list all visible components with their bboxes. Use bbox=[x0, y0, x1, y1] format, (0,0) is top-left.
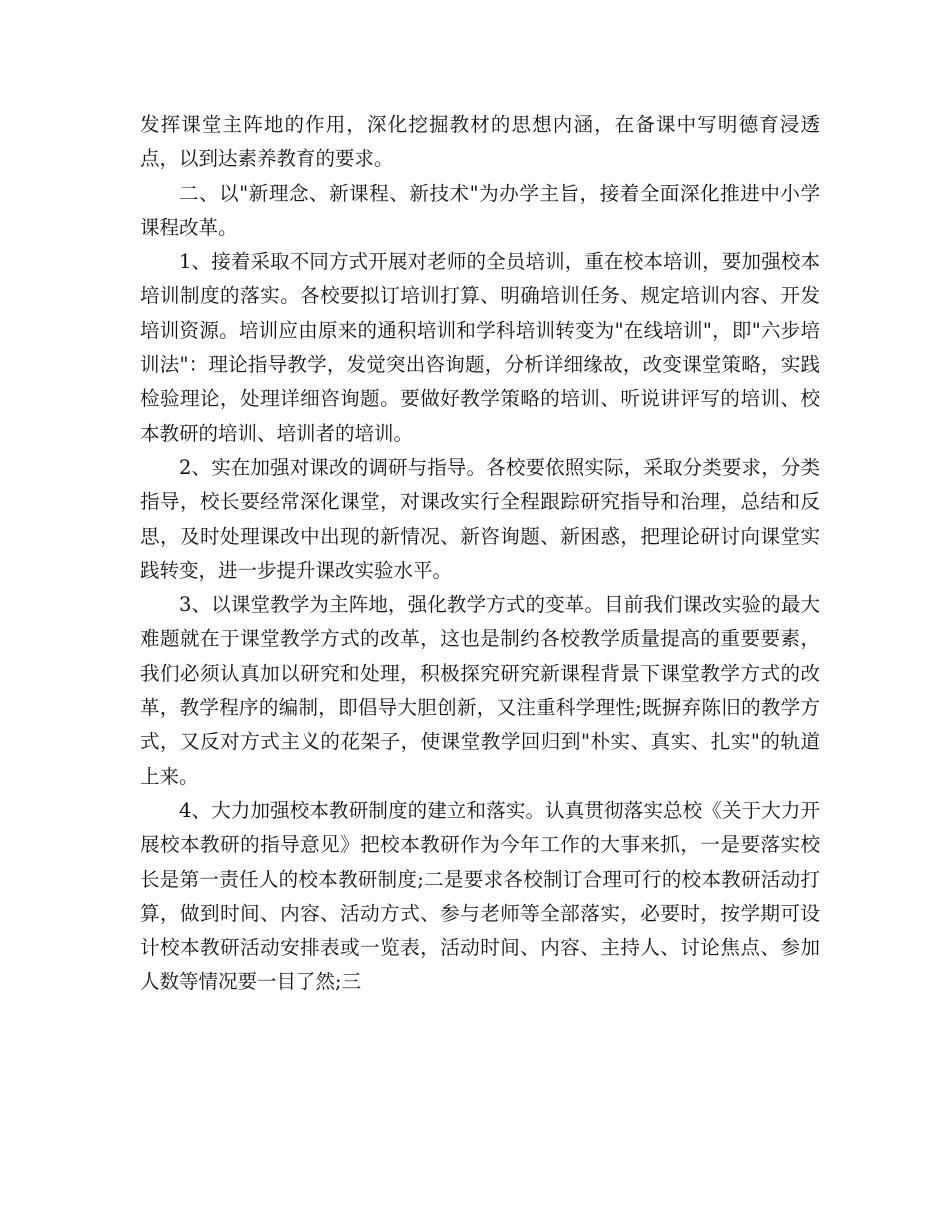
paragraph-section-two-heading: 二、以"新理念、新课程、新技术"为办学主旨，接着全面深化推进中小学课程改革。 bbox=[140, 181, 820, 239]
paragraph-item-2: 2、实在加强对课改的调研与指导。各校要依照实际，采取分类要求，分类指导，校长要经常深化课堂，对课改实行全程跟踪研究指导和治理，总结和反思，及时处理课改中出现的新情况、新咨询题、新困惑，把理论研讨向课堂实践转变，进一步提升课改实验水平。 bbox=[140, 455, 820, 582]
paragraph-item-1: 1、接着采取不同方式开展对老师的全员培训，重在校本培训，要加强校本培训制度的落实。各校要拟订培训打算、明确培训任务、规定培训内容、开发培训资源。培训应由原来的通积培训和学科培训转变为"在线培训"，即"六步培训法"：理论指导教学，发觉突出咨询题，分析详细缘故，改变课堂策略，实践检验理论，处理详细咨询题。要做好教学策略的培训、听说讲评写的培训、校本教研的培训、培训者的培训。 bbox=[140, 250, 820, 445]
paragraph-continuation: 发挥课堂主阵地的作用，深化挖掘教材的思想内涵，在备课中写明德育浸透点，以到达素养教育的要求。 bbox=[140, 113, 820, 171]
paragraph-item-4: 4、大力加强校本教研制度的建立和落实。认真贯彻落实总校《关于大力开展校本教研的指导意见》把校本教研作为今年工作的大事来抓，一是要落实校长是第一责任人的校本教研制度;二是要求各校制订合理可行的校本教研活动打算，做到时间、内容、活动方式、参与老师等全部落实，必要时，按学期可设计校本教研活动安排表或一览表，活动时间、内容、主持人、讨论焦点、参加人数等情况要一目了然;三 bbox=[140, 798, 820, 994]
document-body bbox=[140, 108, 820, 1000]
paragraph-item-3: 3、以课堂教学为主阵地，强化教学方式的变革。目前我们课改实验的最大难题就在于课堂教学方式的改革，这也是制约各校教学质量提高的重要要素，我们必须认真加以研究和处理，积极探究研究新课程背景下课堂教学方式的改革，教学程序的编制，即倡导大胆创新，又注重科学理性;既摒弃陈旧的教学方式，又反对方式主义的花架子，使课堂教学回归到"朴实、真实、扎实"的轨道上来。 bbox=[140, 593, 820, 788]
